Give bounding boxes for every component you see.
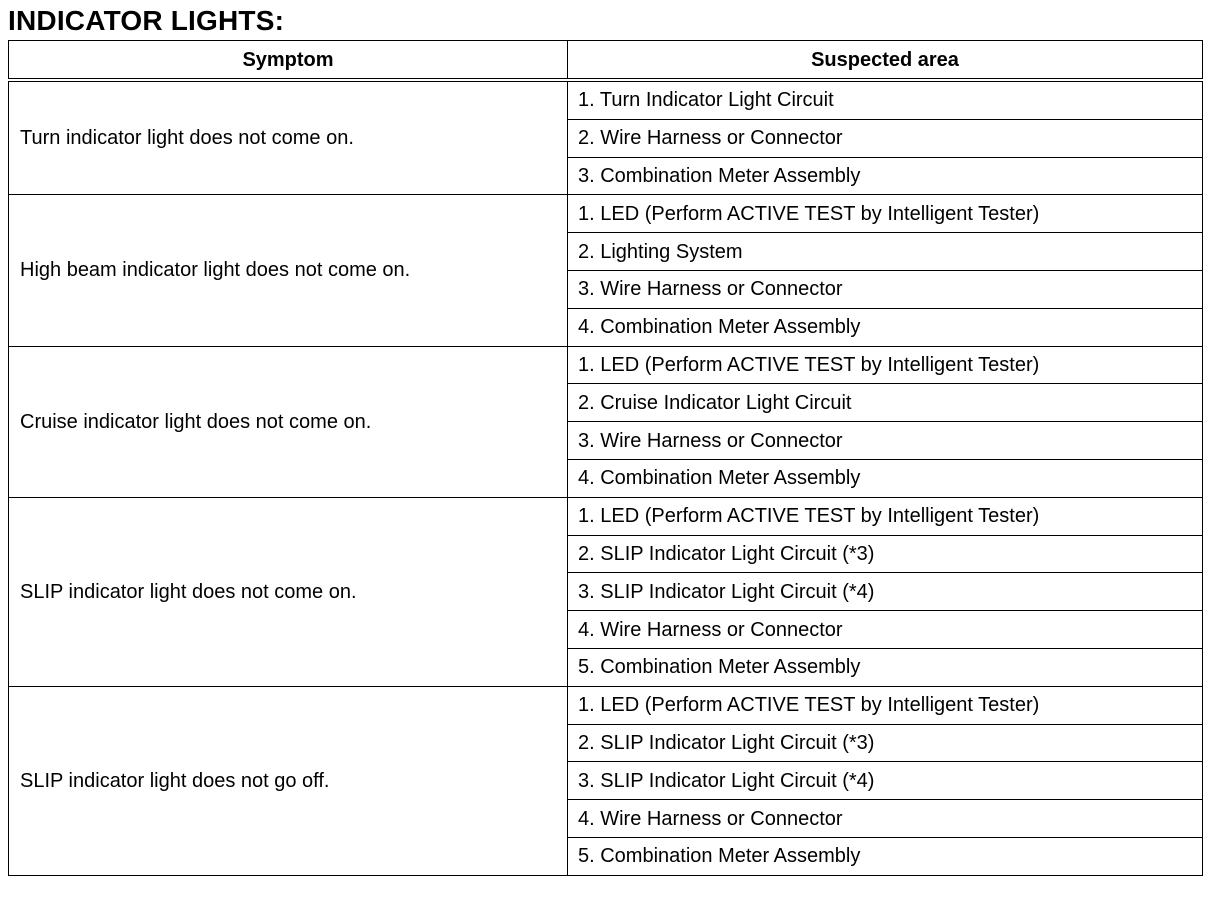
suspected-area-cell: 3. SLIP Indicator Light Circuit (*4) — [568, 573, 1203, 611]
suspected-area-cell: 4. Wire Harness or Connector — [568, 611, 1203, 649]
suspected-area-cell: 3. Combination Meter Assembly — [568, 157, 1203, 195]
symptom-cell: Cruise indicator light does not come on. — [9, 346, 568, 497]
table-body — [9, 80, 1203, 875]
suspected-area-cell: 4. Wire Harness or Connector — [568, 800, 1203, 838]
suspected-area-cell: 5. Combination Meter Assembly — [568, 837, 1203, 875]
table-row — [9, 497, 1203, 535]
suspected-area-cell: 3. SLIP Indicator Light Circuit (*4) — [568, 762, 1203, 800]
suspected-area-cell: 1. LED (Perform ACTIVE TEST by Intelligent Tester) — [568, 195, 1203, 233]
table-row — [9, 346, 1203, 384]
suspected-area-cell: 3. Wire Harness or Connector — [568, 422, 1203, 460]
header-row — [9, 41, 1203, 81]
suspected-area-cell: 4. Combination Meter Assembly — [568, 308, 1203, 346]
suspected-area-cell: 1. Turn Indicator Light Circuit — [568, 80, 1203, 119]
symptom-cell: High beam indicator light does not come on. — [9, 195, 568, 346]
suspected-area-cell: 2. Wire Harness or Connector — [568, 119, 1203, 157]
suspected-area-cell: 1. LED (Perform ACTIVE TEST by Intelligent Tester) — [568, 686, 1203, 724]
suspected-area-cell: 4. Combination Meter Assembly — [568, 459, 1203, 497]
column-header-suspected-area: Suspected area — [568, 41, 1203, 81]
table-header — [9, 41, 1203, 81]
page-title: INDICATOR LIGHTS: — [8, 5, 285, 36]
suspected-area-cell: 2. Lighting System — [568, 233, 1203, 271]
symptom-cell: SLIP indicator light does not come on. — [9, 497, 568, 686]
suspected-area-cell: 1. LED (Perform ACTIVE TEST by Intelligent Tester) — [568, 497, 1203, 535]
table-row — [9, 195, 1203, 233]
suspected-area-cell: 2. SLIP Indicator Light Circuit (*3) — [568, 724, 1203, 762]
column-header-symptom: Symptom — [9, 41, 568, 81]
suspected-area-cell: 2. Cruise Indicator Light Circuit — [568, 384, 1203, 422]
suspected-area-cell: 5. Combination Meter Assembly — [568, 648, 1203, 686]
table-row — [9, 80, 1203, 119]
table-row — [9, 686, 1203, 724]
symptom-cell: Turn indicator light does not come on. — [9, 80, 568, 195]
suspected-area-cell: 3. Wire Harness or Connector — [568, 270, 1203, 308]
suspected-area-cell: 2. SLIP Indicator Light Circuit (*3) — [568, 535, 1203, 573]
troubleshooting-table — [8, 40, 1203, 876]
suspected-area-cell: 1. LED (Perform ACTIVE TEST by Intelligent Tester) — [568, 346, 1203, 384]
symptom-cell: SLIP indicator light does not go off. — [9, 686, 568, 875]
